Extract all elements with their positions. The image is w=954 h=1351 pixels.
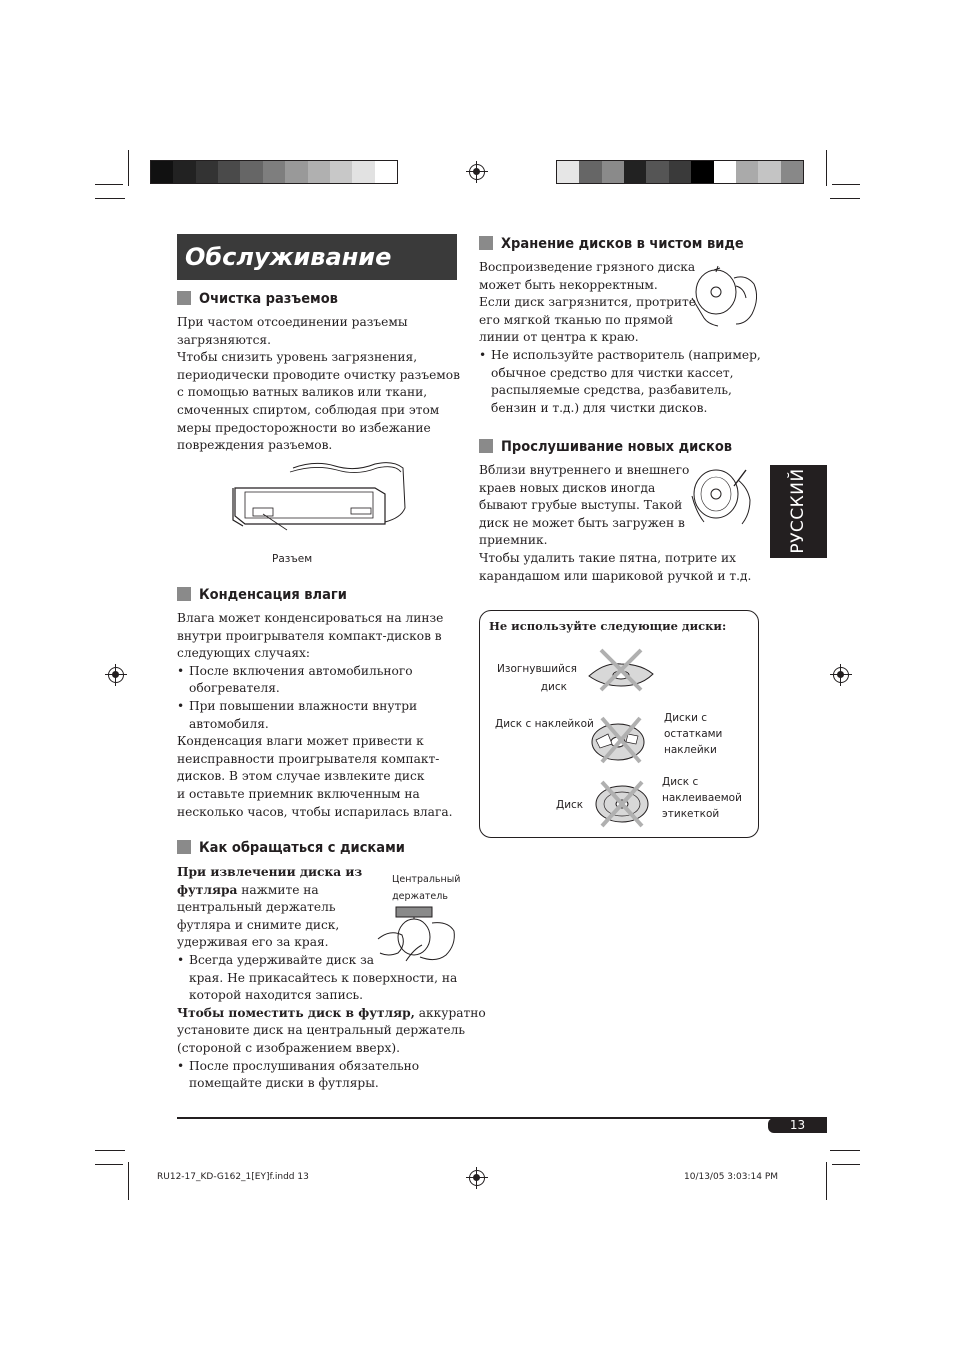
text-line: его мягкой тканью по прямой [479,312,674,327]
disc-label: Диск [556,799,584,811]
crop-mark [832,1164,860,1165]
warped-disc-label [497,660,577,696]
text-line: Если диск загрязнится, протрите [479,295,696,310]
text-line: приемник. [479,533,548,548]
label-line: Диски с [664,712,708,724]
text-line: обычное средство для чистки кассет, [491,365,734,380]
disc-edge-illustration [686,466,758,528]
residue-disc-label [664,710,722,758]
text-line: и оставьте приемник включенным на [177,786,420,801]
text-line: линии от центра к краю. [479,330,639,345]
bullet-item: • Не используйте растворитель (например, [479,347,761,365]
text-line [177,1005,486,1023]
crop-mark [95,198,125,199]
grayscale-strip-left [150,160,398,184]
label-line: Центральный [392,874,461,885]
text-line: Чтобы снизить уровень загрязнения, [177,350,418,365]
crop-mark [826,1162,827,1200]
text-line: загрязняются. [177,332,271,347]
text-line: неисправности проигрывателя компакт- [177,751,440,766]
heading-text: Прослушивание новых дисков [501,439,733,455]
label-disc-caption [662,774,742,822]
label-disc-icon [590,778,654,830]
disc-cleaning-illustration [688,264,762,328]
registration-mark-icon [108,667,124,683]
bold-text: Чтобы поместить диск в футляр, [177,1005,415,1020]
text-line: внутри проигрывателя компакт-дисков в [177,628,442,643]
date-slug: 10/13/05 3:03:14 PM [684,1172,779,1182]
heading-square-icon [177,291,191,305]
heading-square-icon [177,587,191,601]
label-line: Изогнувшийся [497,663,577,675]
section-heading-condensation [177,586,347,604]
text-line: помещайте диски в футляры. [189,1076,379,1091]
label-line: наклеиваемой [662,792,742,804]
label-line: этикеткой [662,808,720,820]
text-line: карандашом или шариковой ручкой и т.д. [479,568,752,583]
text-line: удерживая его за края. [177,935,329,950]
bullet-item: • После включения автомобильного [177,663,452,681]
crop-mark [832,184,860,185]
condensation-text [177,610,452,821]
text-line: установите диск на центральный держатель [177,1023,465,1038]
warning-title-text: Не используйте следующие диски: [489,619,727,633]
text-line: Воспроизведение грязного диска [479,260,696,274]
text-span: аккуратно [414,1005,486,1020]
connector-label: Разъем [272,553,313,565]
label-line: Диск с [662,776,699,788]
text-line: При частом отсоединении разъемы [177,315,408,329]
heading-square-icon [479,439,493,453]
crop-mark [128,1162,129,1200]
text-line: распыляемые средства, разбавитель, [491,383,732,398]
text-span: нажмите на [237,882,319,897]
text-line: Чтобы удалить такие пятна, потрите их [479,550,736,565]
bold-text: футляра [177,882,238,897]
connector-illustration [225,458,410,553]
text-line: Вблизи внутреннего и внешнего [479,463,690,477]
warped-disc-icon [585,646,657,694]
text-line: которой находится запись. [189,988,364,1003]
text-line: дисков. В этом случае извлеките диск [177,769,425,784]
registration-mark-icon [469,1170,485,1186]
sticker-disc-icon [588,714,652,766]
text-line: (стороной с изображением вверх). [177,1040,400,1055]
heading-text: Очистка разъемов [199,291,338,307]
registration-mark-icon [833,667,849,683]
text-line: следующих случаях: [177,646,310,661]
warning-box-title [489,618,726,636]
text-line: футляра и снимите диск, [177,917,340,932]
footer-rule [177,1117,827,1119]
crop-mark [830,198,860,199]
registration-mark-icon [469,164,485,180]
text-line: края. Не прикасайтесь к поверхности, на [189,970,458,985]
page-number: 13 [768,1118,827,1133]
heading-text: Хранение дисков в чистом виде [501,236,744,252]
crop-mark [95,1150,125,1151]
text-line: диск не может быть загружен в [479,515,685,530]
text-line: повреждения разъемов. [177,438,333,453]
text-line: периодически проводите очистку разъемов [177,367,460,382]
bold-text: При извлечении диска из [177,865,363,879]
heading-square-icon [177,840,191,854]
disc-case-illustration [376,905,458,967]
sticker-disc-label: Диск с наклейкой [495,718,594,730]
crop-mark [830,1150,860,1151]
file-slug: RU12-17_KD-G162_1[EY]f.indd 13 [157,1172,309,1182]
crop-mark [95,1164,123,1165]
language-tab-label: РУССКИЙ [788,468,808,554]
grayscale-strip-right [556,160,804,184]
heading-text: Конденсация влаги [199,587,347,603]
label-line: остатками [664,728,723,740]
section-heading-new-discs [479,438,732,456]
text-line: обогревателя. [189,681,280,696]
bullet-item: • При повышении влажности внутри [177,698,452,716]
text-line: бывают грубые выступы. Такой [479,498,683,513]
text-line: может быть некорректным. [479,277,658,292]
text-line: Влага может конденсироваться на линзе [177,611,444,625]
crop-mark [128,150,129,186]
text-line: автомобиля. [189,716,269,731]
crop-mark [826,150,827,186]
text-line: центральный держатель [177,900,336,915]
text-line: бензин и т.д.) для чистки дисков. [491,400,708,415]
bullet-item: • Всегда удерживайте диск за [177,952,486,970]
label-line: держатель [392,891,448,902]
crop-mark [95,184,123,185]
label-line: диск [540,681,567,693]
center-holder-label [392,871,461,905]
language-tab [770,465,827,558]
text-line: несколько часов, чтобы испарилась влага. [177,804,453,819]
text-line: смоченных спиртом, соблюдая при этом [177,402,440,417]
bullet-item: • После прослушивания обязательно [177,1058,486,1076]
cleaning-text [177,314,460,455]
heading-text: Как обращаться с дисками [199,840,405,856]
text-line: меры предосторожности во избежание [177,420,431,435]
text-line: с помощью ватных валиков или ткани, [177,385,428,400]
section-heading-storage [479,235,744,253]
label-line: наклейки [664,744,717,756]
heading-square-icon [479,236,493,250]
section-heading-cleaning [177,290,338,308]
text-line: краев новых дисков иногда [479,480,656,495]
page-title: Обслуживание [177,234,457,280]
text-line: Конденсация влаги может привести к [177,734,424,749]
section-heading-handling [177,839,405,857]
